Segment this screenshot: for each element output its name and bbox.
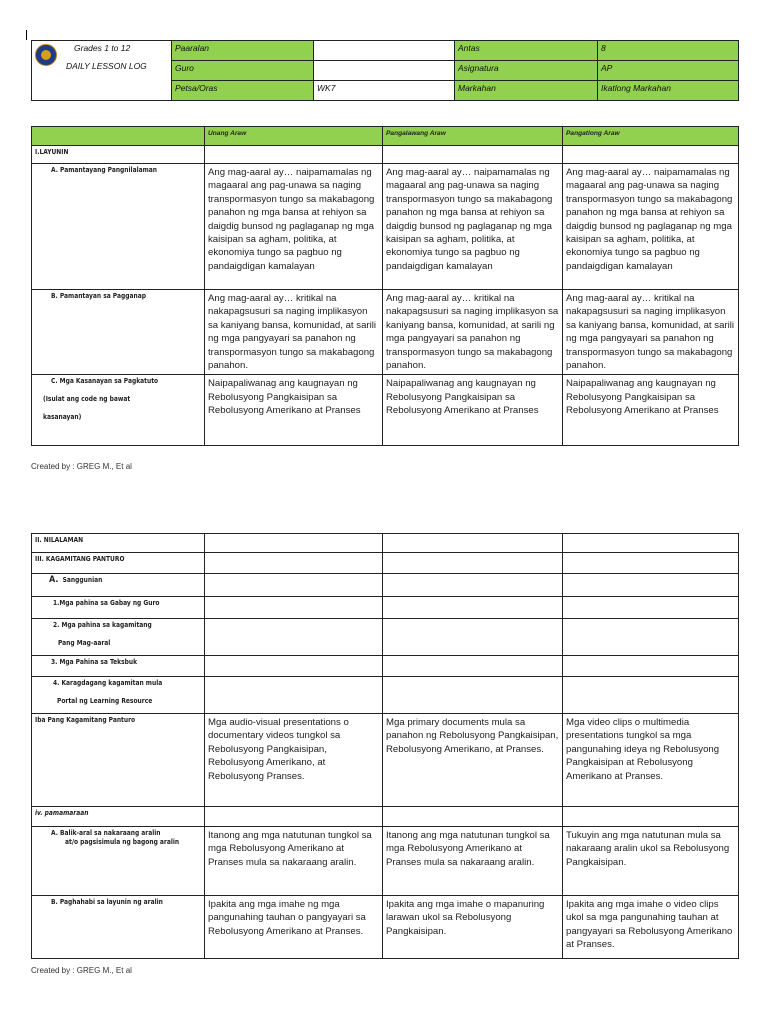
table-cell[interactable]: Naipapaliwanag ang kaugnayan ng Rebolusyong Pangkaisipan sa Rebolusyong Amerikano at Pranses	[563, 375, 739, 446]
sanggunian-label: A. Sanggunian	[32, 574, 205, 597]
table-cell[interactable]	[563, 677, 739, 714]
doc-type-label: DAILY LESSON LOG	[66, 61, 147, 71]
table-cell[interactable]	[205, 619, 383, 656]
table-cell[interactable]	[205, 656, 383, 677]
subject-value[interactable]: AP	[598, 61, 739, 81]
nilalaman-table	[31, 533, 739, 959]
nilalaman-heading: II. NILALAMAN	[32, 534, 205, 553]
table-cell[interactable]: Ang mag-aaral ay… naipamamalas ng magaaral ang pag-unawa sa naging transpormasyon tungo sa makabagong panahon ng mga bansa at rehiyon sa daigdig bunsod ng paglaganap ng mga kaisipan sa agham, politika, at ekonomiya tungo sa pagbuo ng pandaigdigan kamalayan	[383, 164, 563, 290]
teacher-value[interactable]	[314, 61, 455, 81]
school-label: Paaralan	[172, 41, 314, 61]
grades-label: Grades 1 to 12	[74, 43, 131, 53]
kagamitan-heading: III. KAGAMITANG PANTURO	[32, 553, 205, 574]
table-cell[interactable]	[383, 619, 563, 656]
level-value[interactable]: 8	[598, 41, 739, 61]
table-cell[interactable]: Ang mag-aaral ay… kritikal na nakapagsusuri sa naging implikasyon sa kaniyang bansa, komunidad, at sarili ng mga pangyayari sa panahon ng transpormasyon tungo sa makabagong panahon.	[205, 290, 383, 375]
lr-portal-label: 4. Karagdagang kagamitan mula Portal ng Learning Resource	[32, 677, 205, 714]
day3-header: Pangatlong Araw	[563, 127, 739, 146]
header-table	[31, 40, 739, 101]
table-cell[interactable]	[205, 597, 383, 619]
gabay-guro-label: 1.Mga pahina sa Gabay ng Guro	[32, 597, 205, 619]
deped-seal-icon	[35, 44, 57, 66]
table-cell[interactable]: Tukuyin ang mga natutunan mula sa nakaraang aralin ukol sa Rebolusyong Pangkaisipan.	[563, 827, 739, 896]
table-cell[interactable]	[563, 597, 739, 619]
table-cell[interactable]	[383, 597, 563, 619]
quarter-value[interactable]: Ikatlong Markahan	[598, 81, 739, 101]
table-cell[interactable]: Naipapaliwanag ang kaugnayan ng Rebolusyong Pangkaisipan sa Rebolusyong Amerikano at Pranses	[205, 375, 383, 446]
table-cell[interactable]: Ipakita ang mga imahe ng mga pangunahing tauhan o pangyayari sa Rebolusyong Amerikano at Pranses.	[205, 896, 383, 959]
level-label: Antas	[455, 41, 598, 61]
table-cell[interactable]: Mga audio-visual presentations o documentary videos tungkol sa Rebolusyong Pangkaisipan, Rebolusyong Amerikano, at Rebolusyong Pranses.	[205, 714, 383, 807]
pamantayan-sa-pagganap-label: B. Pamantayan sa Pagganap	[32, 290, 205, 375]
paghahabi-label: B. Paghahabi sa layunin ng aralin	[32, 896, 205, 959]
date-value[interactable]: WK7	[314, 81, 455, 101]
table-cell[interactable]: Mga video clips o multimedia presentations tungkol sa mga pangunahing ideya ng Rebolusyong Pangkaisipan at Rebolusyong Amerikano at Pranses.	[563, 714, 739, 807]
text-cursor	[26, 30, 27, 40]
table-cell[interactable]: Ang mag-aaral ay… naipamamalas ng magaaral ang pag-unawa sa naging transpormasyon tungo sa makabagong panahon ng mga bansa at rehiyon sa daigdig bunsod ng paglaganap ng mga kaisipan sa agham, politika, at ekonomiya tungo sa pagbuo ng pandaigdigan kamalayan	[205, 164, 383, 290]
balik-aral-label: A. Balik-aral sa nakaraang aralin at/o pagsisimula ng bagong aralin	[32, 827, 205, 896]
table-cell[interactable]: Naipapaliwanag ang kaugnayan ng Rebolusyong Pangkaisipan sa Rebolusyong Amerikano at Pranses	[383, 375, 563, 446]
pamamaraan-heading: iv. pamamaraan	[32, 807, 205, 827]
table-cell[interactable]: Itanong ang mga natutunan tungkol sa mga Rebolusyong Amerikano at Pranses mula sa nakaraang aralin.	[383, 827, 563, 896]
table-cell[interactable]: Itanong ang mga natutunan tungkol sa mga Rebolusyong Amerikano at Pranses mula sa nakaraang aralin.	[205, 827, 383, 896]
day1-header: Unang Araw	[205, 127, 383, 146]
teacher-label: Guro	[172, 61, 314, 81]
table-cell[interactable]: Ipakita ang mga imahe o video clips ukol sa mga pangunahing tauhan at pangyayari sa Rebolusyong Amerikano at Pranses.	[563, 896, 739, 959]
layunin-heading: I.LAYUNIN	[32, 146, 205, 164]
footer-credit: Created by : GREG M., Et al	[31, 966, 132, 975]
table-cell[interactable]: Ang mag-aaral ay… kritikal na nakapagsusuri sa naging implikasyon sa kaniyang bansa, komunidad, at sarili ng mga pangyayari sa panahon ng transpormasyon tungo sa makabagong panahon.	[563, 290, 739, 375]
table-cell[interactable]	[563, 619, 739, 656]
footer-credit: Created by : GREG M., Et al	[31, 462, 132, 471]
kasanayan-label: C. Mga Kasanayan sa Pagkatuto (Isulat ang code ng bawat kasanayan)	[32, 375, 205, 446]
teksbuk-label: 3. Mga Pahina sa Teksbuk	[32, 656, 205, 677]
table-cell[interactable]: Ang mag-aaral ay… kritikal na nakapagsusuri sa naging implikasyon sa kaniyang bansa, komunidad, at sarili ng mga pangyayari sa panahon ng transpormasyon tungo sa makabagong panahon.	[383, 290, 563, 375]
table-cell[interactable]	[383, 656, 563, 677]
logo-cell	[32, 41, 172, 101]
date-label: Petsa/Oras	[172, 81, 314, 101]
day2-header: Pangalawang Araw	[383, 127, 563, 146]
table-cell[interactable]	[383, 677, 563, 714]
table-cell[interactable]: Ang mag-aaral ay… naipamamalas ng magaaral ang pag-unawa sa naging transpormasyon tungo sa makabagong panahon ng mga bansa at rehiyon sa daigdig bunsod ng paglaganap ng mga kaisipan sa agham, politika, at ekonomiya tungo sa pagbuo ng pandaigdigan kamalayan	[563, 164, 739, 290]
table-cell[interactable]: Ipakita ang mga imahe o mapanuring larawan ukol sa Rebolusyong Pangkaisipan.	[383, 896, 563, 959]
table-cell[interactable]	[205, 677, 383, 714]
table-cell[interactable]	[563, 656, 739, 677]
subject-label: Asignatura	[455, 61, 598, 81]
corner-cell	[32, 127, 205, 146]
pamantayang-pangnilalaman-label: A. Pamantayang Pangnilalaman	[32, 164, 205, 290]
kagamitang-mag-aaral-label: 2. Mga pahina sa kagamitang Pang Mag-aaral	[32, 619, 205, 656]
iba-pang-kagamitan-label: Iba Pang Kagamitang Panturo	[32, 714, 205, 807]
school-value[interactable]	[314, 41, 455, 61]
layunin-table	[31, 126, 739, 446]
quarter-label: Markahan	[455, 81, 598, 101]
table-cell[interactable]: Mga primary documents mula sa panahon ng Rebolusyong Pangkaisipan, Rebolusyong Amerikano, at Pranses.	[383, 714, 563, 807]
